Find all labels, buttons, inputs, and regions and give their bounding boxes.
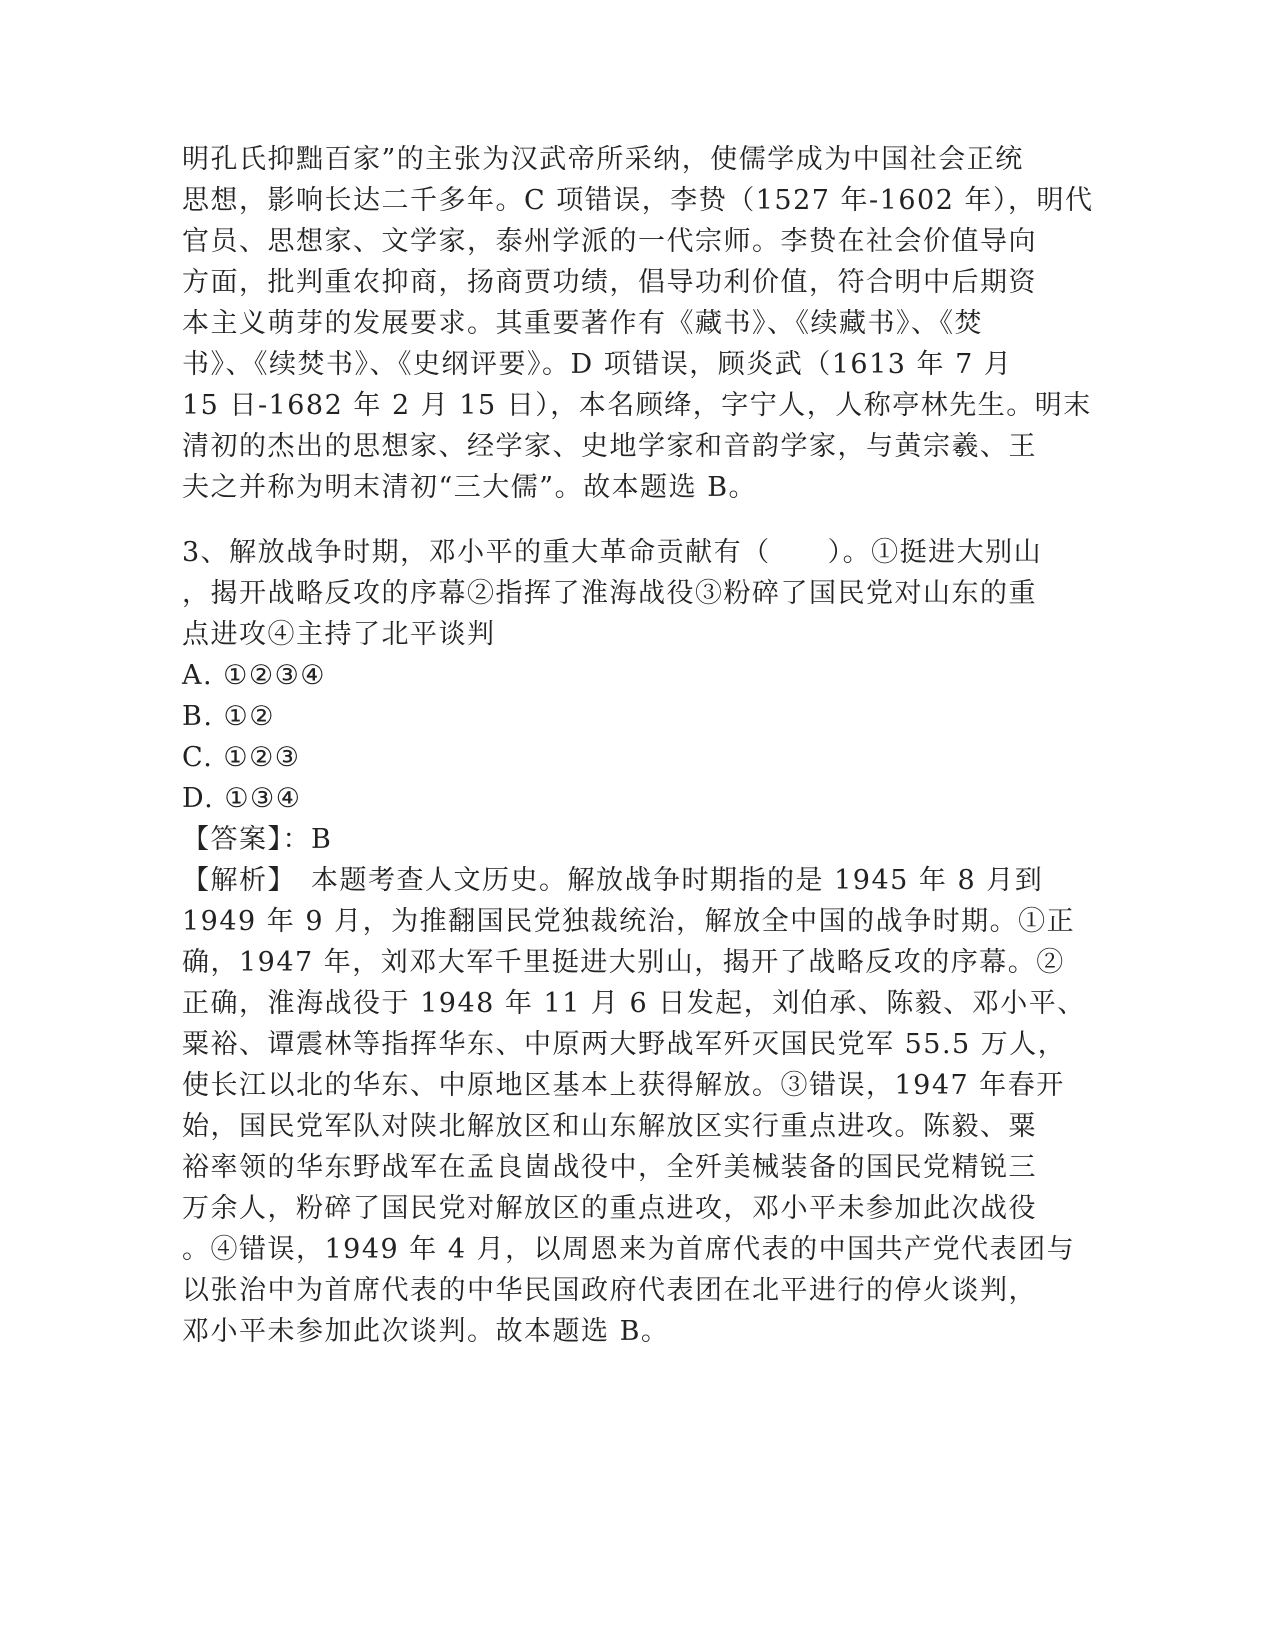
explanation-line: 1949 年 9 月，为推翻国民党独裁统治，解放全中国的战争时期。①正: [182, 906, 1076, 937]
question-stem-line: 3、解放战争时期，邓小平的重大革命贡献有（ ）。①挺进大别山: [182, 537, 1043, 568]
prev-explanation-line: 思想，影响长达二千多年。C 项错误，李贽（1527 年-1602 年），明代: [182, 185, 1094, 216]
explanation-line: 使长江以北的华东、中原地区基本上获得解放。③错误，1947 年春开: [182, 1070, 1065, 1101]
explanation-line: 。④错误，1949 年 4 月，以周恩来为首席代表的中国共产党代表团与: [182, 1234, 1076, 1265]
prev-explanation-line: 书》、《续焚书》、《史纲评要》。D 项错误，顾炎武（1613 年 7 月: [182, 349, 1013, 380]
prev-explanation-line: 官员、思想家、文学家，泰州学派的一代宗师。李贽在社会价值导向: [182, 226, 1037, 257]
option-a: A. ①②③④: [182, 660, 326, 691]
question-stem-line: ，揭开战略反攻的序幕②指挥了淮海战役③粉碎了国民党对山东的重: [182, 578, 1037, 609]
explanation-line: 【解析】 本题考查人文历史。解放战争时期指的是 1945 年 8 月到: [182, 865, 1044, 896]
explanation-line: 始，国民党军队对陕北解放区和山东解放区实行重点进攻。陈毅、粟: [182, 1111, 1037, 1142]
question-stem-line: 点进攻④主持了北平谈判: [182, 619, 496, 650]
explanation-line: 正确，淮海战役于 1948 年 11 月 6 日发起，刘伯承、陈毅、邓小平、: [182, 988, 1086, 1019]
explanation-line: 裕率领的华东野战军在孟良崮战役中，全歼美械装备的国民党精锐三: [182, 1152, 1037, 1183]
answer-line: 【答案】：B: [182, 824, 333, 855]
explanation-line: 粟裕、谭震林等指挥华东、中原两大野战军歼灭国民党军 55.5 万人，: [182, 1029, 1067, 1060]
option-d: D. ①③④: [182, 783, 302, 814]
option-c: C. ①②③: [182, 742, 301, 773]
prev-explanation-line: 15 日-1682 年 2 月 15 日），本名顾绛，字宁人，人称亭林先生。明末: [182, 390, 1092, 421]
option-b: B. ①②: [182, 701, 275, 732]
explanation-line: 邓小平未参加此次谈判。故本题选 B。: [182, 1316, 670, 1347]
explanation-line: 以张治中为首席代表的中华民国政府代表团在北平进行的停火谈判，: [182, 1275, 1037, 1306]
prev-explanation-line: 本主义萌芽的发展要求。其重要著作有《藏书》、《续藏书》、《焚: [182, 308, 983, 339]
prev-explanation-line: 清初的杰出的思想家、经学家、史地学家和音韵学家，与黄宗羲、王: [182, 431, 1037, 462]
prev-explanation-line: 明孔氏抑黜百家”的主张为汉武帝所采纳，使儒学成为中国社会正统: [182, 144, 1024, 175]
prev-explanation-line: 方面，批判重农抑商，扬商贾功绩，倡导功利价值，符合明中后期资: [182, 267, 1037, 298]
explanation-line: 万余人，粉碎了国民党对解放区的重点进攻，邓小平未参加此次战役: [182, 1193, 1037, 1224]
prev-explanation-line: 夫之并称为明末清初“三大儒”。故本题选 B。: [182, 472, 758, 503]
explanation-line: 确，1947 年，刘邓大军千里挺进大别山，揭开了战略反攻的序幕。②: [182, 947, 1065, 978]
